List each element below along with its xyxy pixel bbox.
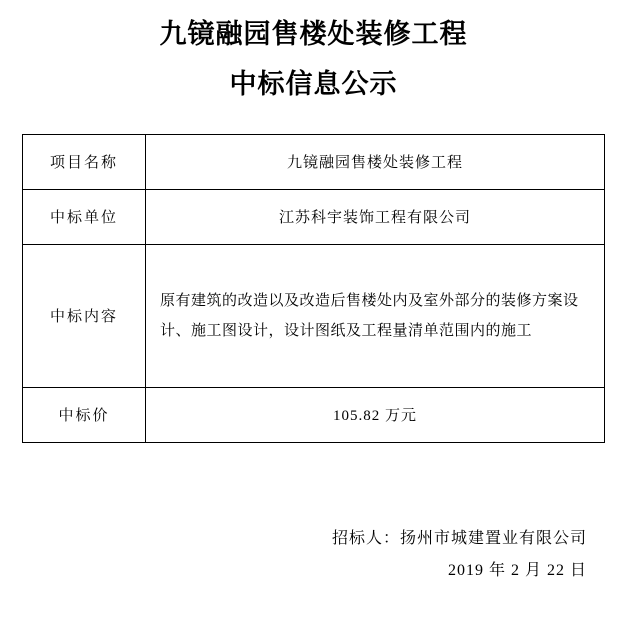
page-title-line-1: 九镜融园售楼处装修工程 bbox=[159, 19, 468, 49]
table-row bbox=[23, 189, 605, 244]
document-footer bbox=[0, 523, 627, 587]
row-label-project-name: 项目名称 bbox=[23, 134, 146, 189]
footer-date: 2019 年 2 月 22 日 bbox=[447, 562, 587, 579]
row-value-project-name: 九镜融园售楼处装修工程 bbox=[146, 134, 605, 189]
footer-signer: 招标人：扬州市城建置业有限公司 bbox=[331, 530, 587, 547]
row-label-scope: 中标内容 bbox=[23, 244, 146, 387]
table-row bbox=[23, 134, 605, 189]
row-value-winning-company: 江苏科宇装饰工程有限公司 bbox=[146, 189, 605, 244]
page-title-line-2: 中标信息公示 bbox=[229, 68, 398, 99]
page-title bbox=[0, 0, 627, 106]
table-row bbox=[23, 387, 605, 442]
row-value-scope: 原有建筑的改造以及改造后售楼处内及室外部分的装修方案设计、施工图设计，设计图纸及工程量清单范围内的施工 bbox=[146, 244, 605, 387]
row-label-winning-company: 中标单位 bbox=[23, 189, 146, 244]
row-value-bid-price: 105.82 万元 bbox=[146, 387, 605, 442]
bid-info-table bbox=[22, 134, 605, 443]
table-row bbox=[23, 244, 605, 387]
bid-info-table-wrapper bbox=[22, 134, 605, 443]
row-label-bid-price: 中标价 bbox=[23, 387, 146, 442]
